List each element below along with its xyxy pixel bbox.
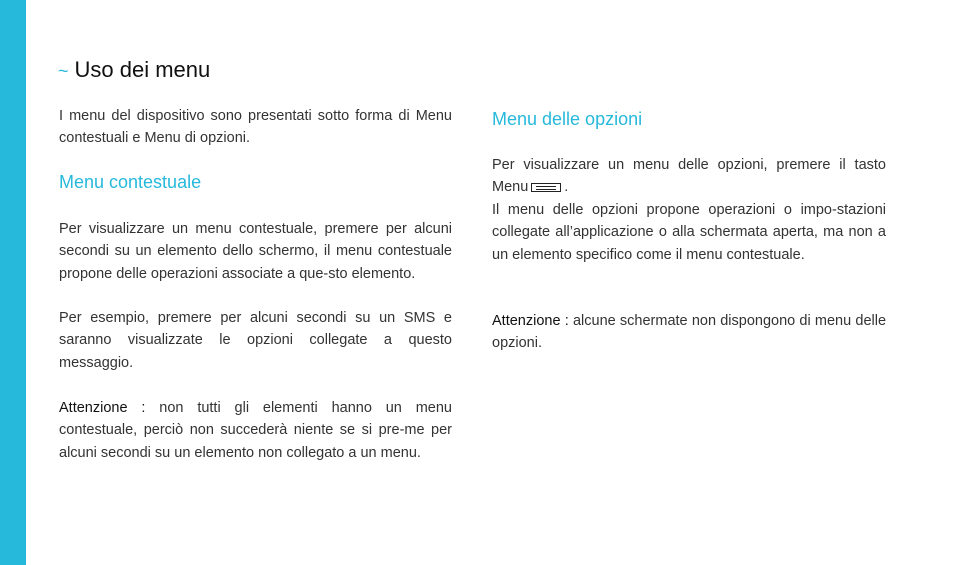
- menu-key-icon: [531, 183, 561, 192]
- page-title: [58, 57, 210, 83]
- options-menu-note: [492, 310, 886, 355]
- options-menu-text-after-icon: .: [564, 179, 569, 196]
- options-menu-paragraph-2: Il menu delle opzioni propone operazioni o impo-stazioni collegate all’applicazione o alla schermata aperta, ma non a un elemento specifico come il menu contestuale.: [492, 202, 886, 263]
- note-label: Attenzione :: [59, 400, 146, 416]
- side-accent-bar: [0, 0, 26, 565]
- title-tilde: ~: [58, 61, 69, 81]
- note-label: Attenzione :: [492, 313, 569, 329]
- note-text: non tutti gli elementi hanno un menu contestuale, perciò non succederà niente se si pre-me per alcuni secondi su un elemento non collegato a un menu.: [59, 400, 452, 461]
- options-menu-paragraph-1: [492, 154, 886, 199]
- note-text: alcune schermate non dispongono di menu delle opzioni.: [492, 313, 887, 352]
- options-menu-heading: Menu delle opzioni: [492, 109, 643, 129]
- contextual-menu-paragraph-1: Per visualizzare un menu contestuale, premere per alcuni secondi su un elemento dello schermo, il menu contestuale propone delle operazioni associate a que-sto elemento.: [59, 221, 452, 282]
- intro-paragraph: I menu del dispositivo sono presentati sotto forma di Menu contestuali e Menu di opzioni.: [59, 108, 452, 147]
- contextual-menu-heading: Menu contestuale: [59, 172, 202, 192]
- options-menu-text-before-icon: Per visualizzare un menu delle opzioni, premere il tasto Menu: [492, 157, 886, 196]
- contextual-menu-paragraph-2: Per esempio, premere per alcuni secondi su un SMS e saranno visualizzate le opzioni collegate a questo messaggio.: [59, 310, 452, 371]
- contextual-menu-note: [59, 397, 452, 464]
- page-title-text: Uso dei menu: [74, 57, 211, 82]
